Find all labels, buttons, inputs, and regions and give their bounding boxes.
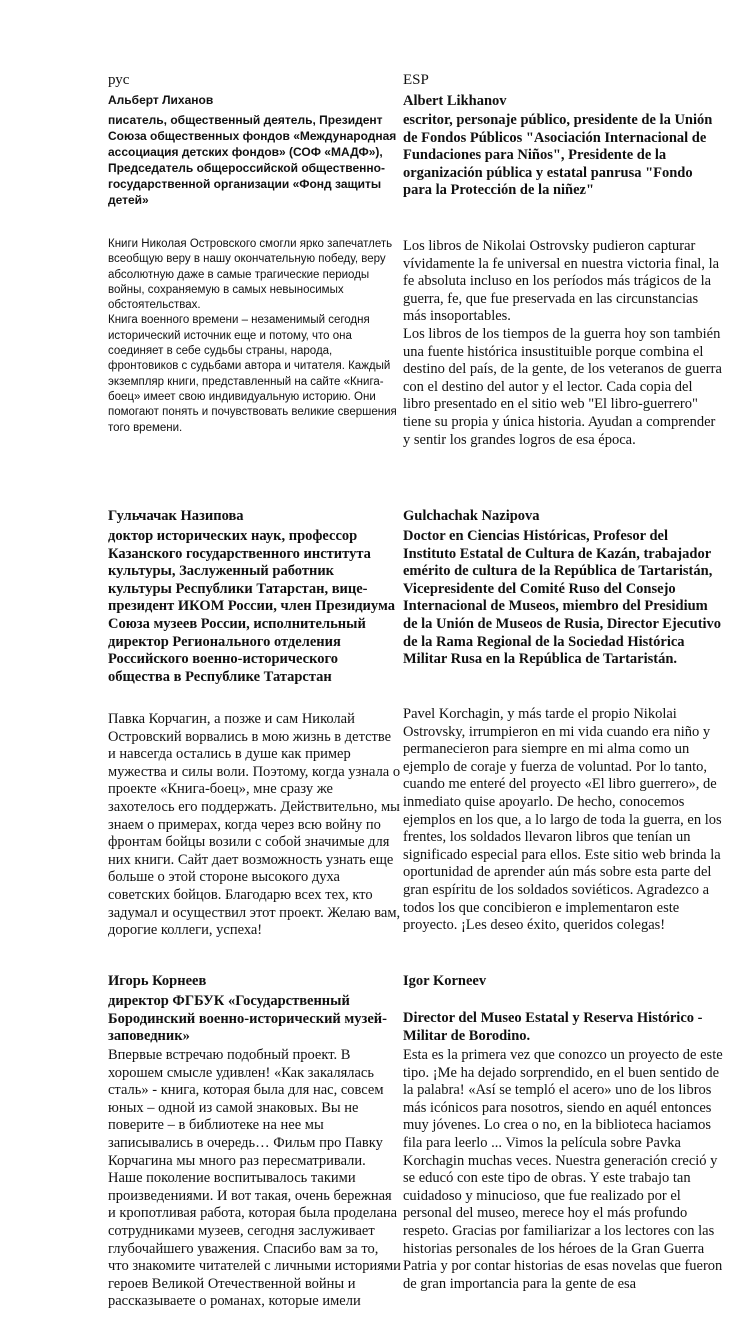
es-quote-likhanov: Los libros de Nikolai Ostrovsky pudieron capturar vívidamente la fe universal en nuestra victoria final, la fe absoluta incluso en los períodos más trágicos de la guerra, fe, que fue preservada en las circunstancias más insoportables. Los libros de los tiempos de la guerra hoy son también una fuente histórica insustituible porque combina el destino del país, de la gente, de los veteranos de guerra con el destino del autor y el lector. Cada copia del libro presentado en el sitio web "El libro-guerrero" tiene su propia y única historia. Ayudan a comprender y sentir los grandes logros de esa época. bbox=[403, 238, 722, 448]
ru-author-title-korneev: директор ФГБУК «Государственный Бородинский военно-исторический музей-заповедник» bbox=[108, 993, 387, 1045]
ru-author-title-likhanov: писатель, общественный деятель, Президент Союза общественных фондов «Международная ассоциация детских фондов» (СОФ «МАДФ»), Председатель общероссийской общественно-государственной организации «Фонд защиты детей» bbox=[108, 113, 397, 207]
es-author-title-likhanov: escritor, personaje público, presidente de la Unión de Fondos Públicos "Asociación Internacional de Fundaciones para Niños", Presidente de la organización pública y estatal panrusa "Fondo para la Protección de la niñez" bbox=[403, 112, 713, 199]
ru-quote-korneev: Впервые встречаю подобный проект. В хорошем смысле удивлен! «Как закалялась сталь» - книга, которая была для нас, совсем юных – одной из самой знаковых. Вы не поверите – в библиотеке на нее мы записывались в очередь… Фильм про Павку Корчагина мы много раз пересматривали. Наше поколение воспитывалось такими произведениями. И вот такая, очень бережная и кропотливая работа, которая была проделана сотрудниками музеев, сегодня заслуживает глубочайшего уважения. Спасибо вам за то, что знакомите читателей с личными историями героев Великой Отечественной войны и рассказываете о романах, которые имели bbox=[108, 1047, 401, 1310]
ru-quote-nazipova: Павка Корчагин, а позже и сам Николай Островский ворвались в мою жизнь в детстве и навсегда остались в душе как пример мужества и силы воли. Поэтому, когда узнала о проекте «Книга-боец», мне сразу же захотелось его поддержать. Действительно, мы знаем о примерах, когда через всю войну по фронтам бойцы возили с собой значимые для них книги. Сайт дает возможность узнать еще больше о этой стороне высокого духа советских бойцов. Благодарю всех тех, кто задумал и осуществил этот проект. Желаю вам, дорогие коллеги, успеха! bbox=[108, 711, 401, 939]
russian-language-label: рус bbox=[108, 72, 130, 88]
es-author-title-korneev: Director del Museo Estatal y Reserva Histórico - Militar de Borodino. bbox=[403, 1010, 703, 1044]
ru-author-title-nazipova: доктор исторических наук, профессор Казанского государственного института культуры, Заслуженный работник культуры Республики Татарстан, вице-президент ИКОМ России, член Президиума Союза музеев России, исполнительный директор Регионального отделения Российского военно-исторического общества в Республике Татарстан bbox=[108, 528, 395, 685]
ru-quote-likhanov: Книги Николая Островского смогли ярко запечатлеть всеобщую веру в нашу окончательную победу, веру абсолютную даже в самые трагические периоды войны, сохраняемую в самых невыносимых обстоятельствах. Книга военного времени – незаменимый сегодня исторический источник еще и потому, что она соединяет в себе судьбы страны, народа, фронтовиков с судьбами автора и читателя. Каждый экземпляр книги, представленный на сайте «Книга-боец» имеет свою индивидуальную историю. Они помогают понять и почувствовать великие свершения того времени. bbox=[108, 238, 397, 434]
ru-author-name-nazipova: Гульчачак Назипова bbox=[108, 508, 244, 524]
es-quote-korneev: Esta es la primera vez que conozco un proyecto de este tipo. ¡Me ha dejado sorprendido, en el buen sentido de la palabra! «Así se templó el acero» uno de los libros más icónicos para nosotros, siendo en aquél entonces muy jóvenes. Lo crea o no, en la biblioteca haciamos fila para leerlo ... Vimos la película sobre Pavka Korchagin muchas veces. Nuestra generación creció y se educó con este tipo de obras. Y este trabajo tan cuidadoso y minucioso, que fue realizado por el personal del museo, merece hoy el más profundo respeto. Gracias por familiarizar a los lectores con las historias personales de los héroes de la Gran Guerra Patria y por contar historias de esas novelas que fueron de gran importancia para la gente de esa bbox=[403, 1047, 723, 1292]
es-author-title-nazipova: Doctor en Ciencias Históricas, Profesor del Instituto Estatal de Cultura de Kazán, trabajador emérito de cultura de la República de Tartaristán, Vicepresidente del Comité Ruso del Consejo Internacional de Museos, miembro del Presidium de la Unión de Museos de Rusia, Director Ejecutivo de la Rama Regional de la Sociedad Histórica Militar Rusa en la República de Tartaristán. bbox=[403, 528, 722, 668]
ru-author-name-korneev: Игорь Корнеев bbox=[108, 973, 207, 989]
spanish-language-label: ESP bbox=[403, 72, 429, 88]
es-author-name-likhanov: Albert Likhanov bbox=[403, 93, 507, 109]
ru-author-name-likhanov: Альберт Лиханов bbox=[108, 93, 214, 107]
es-author-name-korneev: Igor Korneev bbox=[403, 973, 487, 989]
es-quote-nazipova: Pavel Korchagin, y más tarde el propio Nikolai Ostrovsky, irrumpieron en mi vida cuando era niño y permanecieron para siempre en mi alma como un ejemplo de coraje y fuerza de voluntad. Por lo tanto, cuando me enteré del proyecto «El libro guerrero», de inmediato quise apoyarlo. De hecho, conocemos ejemplos en los que, a lo largo de toda la guerra, en los frentes, los soldados llevaron libros que tenían un significado especial para ellos. Este sitio web brinda la oportunidad de aprender aún más sobre esta parte del gran espíritu de los soldados soviéticos. Agradezco a todos los que concibieron e implementaron este proyecto. ¡Les deseo éxito, queridos colegas! bbox=[403, 706, 722, 934]
es-author-name-nazipova: Gulchachak Nazipova bbox=[403, 508, 540, 524]
